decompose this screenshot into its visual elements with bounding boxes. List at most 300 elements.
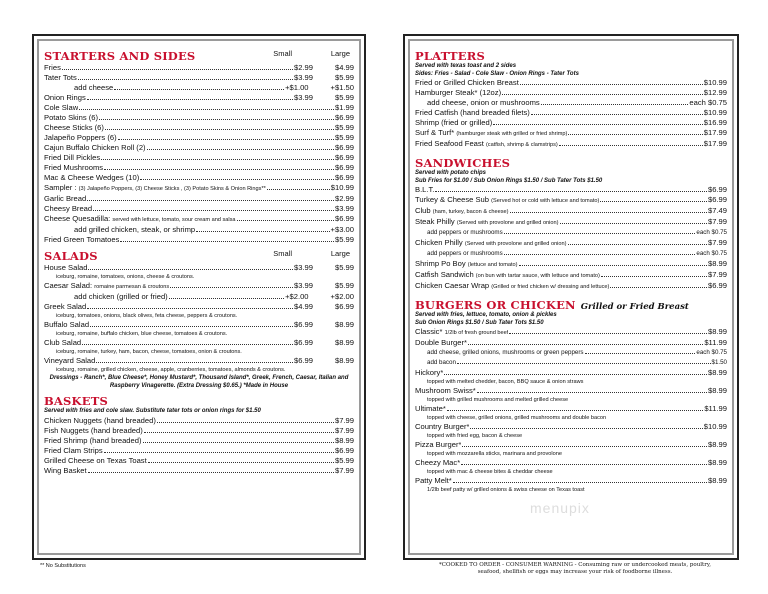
item-name-text: Fried Shrimp (hand breaded) <box>44 435 142 445</box>
price: $7.99 <box>707 270 727 279</box>
left-menu-panel <box>32 34 366 560</box>
item-name <box>415 458 460 468</box>
item-detail: (on bun with tartar sauce, with lettuce and tomato) <box>475 273 600 279</box>
item-name <box>44 163 103 173</box>
price: $11.99 <box>704 404 727 413</box>
item-name <box>44 113 98 123</box>
leader-dots <box>457 363 711 364</box>
leader-dots <box>560 223 707 224</box>
sandwiches-list <box>415 185 727 292</box>
leader-dots <box>78 79 293 80</box>
price: +$2.00 <box>330 292 354 301</box>
item-name-text: Catfish Sandwich <box>415 270 474 279</box>
item-detail: served with lettuce, tomato, sour cream and salsa <box>112 217 236 223</box>
burgers-note-2: Sub Onion Rings $1.50 / Sub Tater Tots $1.50 <box>415 319 544 326</box>
leader-dots <box>114 89 284 90</box>
item-detail: romaine parmesan & croutons <box>94 284 170 290</box>
item-name <box>415 185 434 195</box>
menu-item <box>415 139 727 150</box>
price: $6.99 <box>334 302 354 311</box>
price: $5.99 <box>334 455 354 465</box>
leader-dots <box>600 201 707 202</box>
menu-item <box>44 436 354 446</box>
price: $6.99 <box>334 214 354 223</box>
item-name <box>415 238 567 249</box>
item-name-text: Patty Melt* <box>415 476 452 485</box>
item-name <box>44 356 95 366</box>
salads-col-large: Large <box>330 249 350 258</box>
item-name-text: Fried or Grilled Chicken Breast <box>415 78 519 87</box>
menu-item <box>415 327 727 338</box>
leader-dots <box>453 482 707 483</box>
item-name <box>44 466 87 476</box>
price: +$3.00 <box>330 225 354 234</box>
item-detail: (Served with provolone and grilled onion) <box>456 220 559 226</box>
platters-note-1: Served with texas toast and 2 sides <box>415 63 517 69</box>
item-name-text: add chicken (grilled or fried) <box>74 292 168 301</box>
item-description: iceburg, romaine, buffalo chicken, blue cheese, tomatoes & croutons. <box>56 331 228 337</box>
menu-item <box>44 281 354 292</box>
item-detail: (Served hot or cold with lettuce and tomato) <box>491 198 600 204</box>
leader-dots <box>143 442 334 443</box>
item-name-text: Sampler : <box>44 183 77 192</box>
item-name-text: add cheese, grilled onions, mushrooms or green peppers <box>427 349 584 356</box>
item-name <box>415 108 530 118</box>
leader-dots <box>493 124 703 125</box>
leader-dots <box>504 233 696 234</box>
item-name-text: Buffalo Salad <box>44 320 90 329</box>
item-name <box>74 225 195 235</box>
menu-item <box>415 476 727 486</box>
leader-dots <box>510 212 707 213</box>
price: $6.99 <box>334 153 354 162</box>
leader-dots <box>509 333 707 334</box>
item-name-text: Hickory* <box>415 368 444 377</box>
item-name-text: Fish Nuggets (hand breaded) <box>44 425 143 435</box>
item-name <box>415 78 519 88</box>
price: $17.99 <box>703 139 727 148</box>
dressings-note: Dressings - Ranch*, Blue Cheese*, Honey Mustard*, Thousand Island*, Greek, French, Caesar, Italian and Raspberry Vinagerette. (Extra Dressing $0.65.) *Made in House <box>49 375 349 389</box>
price: $16.99 <box>703 118 727 127</box>
item-description: topped with cheese, grilled onions, grilled mushrooms and double bacon <box>427 415 607 421</box>
menu-item <box>44 214 354 225</box>
menu-item <box>415 386 727 396</box>
item-name-text: Shrimp Po Boy <box>415 259 466 268</box>
price: $7.99 <box>707 217 727 226</box>
price: each $0.75 <box>689 98 727 107</box>
menu-item <box>44 153 354 163</box>
item-name-text: Fried Dill Pickles <box>44 153 101 162</box>
item-name-text: Fried Seafood Feast <box>415 139 484 148</box>
item-name-text: Club Salad <box>44 338 82 347</box>
leader-dots <box>90 326 293 327</box>
item-name <box>427 348 584 358</box>
menu-item <box>44 163 354 173</box>
item-name-text: Cheese Quesadilla: <box>44 214 111 223</box>
menu-item <box>415 404 727 414</box>
item-name-text: Fried Clam Strips <box>44 445 103 455</box>
menu-item <box>44 113 354 123</box>
price: $2.99 <box>334 194 354 203</box>
item-name-text: Fries <box>44 63 61 72</box>
item-name-text: Club <box>415 206 431 215</box>
leader-dots <box>502 94 703 95</box>
menu-item <box>44 133 354 143</box>
item-detail: 1/2lb of fresh ground beef <box>444 330 509 336</box>
price: $5.99 <box>334 123 354 132</box>
item-name <box>44 446 103 456</box>
salads-list <box>44 263 354 374</box>
item-name-text: Cajun Buffalo Chicken Roll (2) <box>44 143 146 152</box>
item-description: topped with fried egg, bacon & cheese <box>427 433 523 439</box>
leader-dots <box>568 244 707 245</box>
menu-item <box>44 416 354 426</box>
small-price: $3.99 <box>293 93 313 102</box>
burgers-list <box>415 327 727 494</box>
item-name <box>415 128 567 139</box>
menu-item <box>415 185 727 195</box>
price: $12.99 <box>703 88 727 97</box>
sandwiches-title: SANDWICHES <box>415 156 511 170</box>
leader-dots <box>87 200 334 201</box>
item-name <box>415 404 446 414</box>
item-name-text: House Salad <box>44 263 88 272</box>
price: $8.99 <box>707 386 727 395</box>
menu-item <box>44 225 354 235</box>
price: $6.99 <box>334 113 354 122</box>
item-description: iceburg, romaine, turkey, ham, bacon, cheese, tomatoes, onion & croutons. <box>56 349 242 355</box>
platters-list <box>415 78 727 150</box>
leader-dots <box>88 269 292 270</box>
price: $8.99 <box>707 440 727 449</box>
menu-item <box>44 446 354 456</box>
price: $8.99 <box>334 435 354 445</box>
leader-dots <box>79 109 334 110</box>
item-name <box>44 320 89 330</box>
consumer-warning: *COOKED TO ORDER - CONSUMER WARNING - Consuming raw or undercooked meats, poultry, seafood, shellfish or eggs may increase your risk of foodborne illness. <box>439 562 711 575</box>
price: +$1.50 <box>330 83 354 92</box>
leader-dots <box>541 104 689 105</box>
leader-dots <box>104 169 334 170</box>
price: $5.99 <box>334 133 354 142</box>
price: $11.99 <box>704 338 727 347</box>
small-price: $3.99 <box>293 73 313 82</box>
item-name <box>44 153 100 163</box>
item-name <box>44 235 119 245</box>
small-price: $2.99 <box>293 63 313 72</box>
item-name-text: Onion Rings <box>44 93 86 102</box>
item-name <box>44 123 104 133</box>
price: $5.99 <box>334 73 354 82</box>
item-name <box>44 214 236 225</box>
item-name <box>44 281 169 292</box>
menu-item <box>415 228 727 238</box>
leader-dots <box>169 298 284 299</box>
item-name <box>427 98 540 108</box>
item-name-text: add peppers or mushrooms <box>427 250 503 257</box>
item-name-text: Surf & Turf* <box>415 128 455 137</box>
small-price: $6.99 <box>293 320 313 329</box>
small-price: $6.99 <box>293 356 313 365</box>
price: $10.99 <box>703 78 727 87</box>
menu-item <box>415 108 727 118</box>
leader-dots <box>88 472 334 473</box>
menu-item <box>44 123 354 133</box>
leader-dots <box>140 179 334 180</box>
salads-header <box>44 249 354 263</box>
item-name-text: Vineyard Salad <box>44 356 96 365</box>
item-description: topped with grilled mushrooms and melted grilled cheese <box>427 397 569 403</box>
menu-item <box>415 238 727 249</box>
starters-list <box>44 63 354 245</box>
price: $5.99 <box>334 281 354 290</box>
item-detail: (3) Jalapeño Poppers, (3) Cheese Sticks , (3) Potato Skins & Onion Rings** <box>78 186 266 192</box>
price: $6.99 <box>707 195 727 204</box>
menu-item <box>415 422 727 432</box>
menu-item <box>44 292 354 302</box>
sandwiches-header <box>415 156 727 170</box>
leader-dots <box>148 462 334 463</box>
leader-dots <box>504 254 696 255</box>
leader-dots <box>144 432 334 433</box>
menu-item <box>415 118 727 128</box>
item-name-text: Cheese Sticks (6) <box>44 123 104 132</box>
menu-item <box>415 249 727 259</box>
menu-item <box>44 263 354 273</box>
menu-item <box>44 338 354 348</box>
price: $8.99 <box>707 476 727 485</box>
item-name-text: Fried Mushrooms <box>44 163 104 172</box>
item-name-text: Classic* <box>415 327 443 336</box>
menu-item <box>415 358 727 368</box>
leader-dots <box>96 362 293 363</box>
burgers-title: BURGERS OR CHICKEN <box>415 298 576 312</box>
item-name-text: Wing Basket <box>44 465 87 475</box>
item-name-text: Fried Green Tomatoes <box>44 235 120 244</box>
menu-item <box>44 93 354 103</box>
item-description: iceburg, tomatoes, onions, black olives, feta cheese, peppers & croutons. <box>56 313 238 319</box>
baskets-note: Served with fries and cole slaw. Substitute tater tots or onion rings for $1.50 <box>44 408 261 414</box>
item-name <box>44 73 77 83</box>
leader-dots <box>101 159 334 160</box>
price: $8.99 <box>707 458 727 467</box>
item-description: iceburg, romaine, grilled chicken, cheese, apple, cranberries, tomatoes, almonds & croutons. <box>56 367 286 373</box>
leader-dots <box>99 119 334 120</box>
price: $8.99 <box>334 356 354 365</box>
leader-dots <box>610 287 707 288</box>
menu-item <box>415 259 727 270</box>
item-detail: (Served with provolone and grilled onion) <box>464 241 567 247</box>
item-name <box>415 88 501 98</box>
leader-dots <box>601 276 707 277</box>
small-price: $4.99 <box>293 302 313 311</box>
item-name <box>415 327 508 338</box>
item-description: topped with mozzarella sticks, marinara and provolone <box>427 451 562 457</box>
item-name <box>44 63 61 73</box>
item-name-text: Jalapeño Poppers (6) <box>44 133 117 142</box>
item-name <box>415 139 558 150</box>
price: $6.99 <box>707 185 727 194</box>
starters-col-small: Small <box>273 49 292 58</box>
item-name-text: Fried Catfish (hand breaded filets) <box>415 108 530 117</box>
price: $1.99 <box>334 103 354 112</box>
price: $10.99 <box>703 108 727 117</box>
item-name <box>44 173 139 183</box>
item-name-text: Steak Philly <box>415 217 455 226</box>
menu-item <box>44 194 354 204</box>
item-detail: (lettuce and tomato) <box>467 262 518 268</box>
price: $7.99 <box>334 425 354 435</box>
baskets-list <box>44 416 354 476</box>
item-name <box>44 263 87 273</box>
leader-dots <box>170 287 293 288</box>
menu-item <box>44 83 354 93</box>
item-name <box>415 281 609 292</box>
item-name <box>427 358 456 368</box>
menu-item <box>44 356 354 366</box>
menu-item <box>44 173 354 183</box>
item-name <box>415 270 600 281</box>
price: $7.99 <box>334 465 354 475</box>
item-name <box>44 338 81 348</box>
price: $5.99 <box>334 93 354 102</box>
item-name-text: Chicken Nuggets (hand breaded) <box>44 415 156 425</box>
menu-item <box>415 88 727 98</box>
leader-dots <box>82 344 293 345</box>
price: $7.49 <box>707 206 727 215</box>
leader-dots <box>237 220 334 221</box>
item-name-text: Country Burger* <box>415 422 470 431</box>
leader-dots <box>118 139 334 140</box>
baskets-header <box>44 394 354 408</box>
item-name <box>415 422 469 432</box>
platters-title: PLATTERS <box>415 49 485 63</box>
menu-item <box>44 204 354 214</box>
item-name-text: add cheese <box>74 83 114 92</box>
item-name-text: Turkey & Cheese Sub <box>415 195 490 204</box>
leader-dots <box>196 231 329 232</box>
price: $3.99 <box>334 204 354 213</box>
menu-item <box>415 338 727 348</box>
leader-dots <box>105 129 334 130</box>
item-name <box>415 440 461 450</box>
price: $7.99 <box>334 415 354 425</box>
item-description: iceburg, romaine, tomatoes, onions, cheese & croutons. <box>56 274 195 280</box>
price: $6.99 <box>334 163 354 172</box>
leader-dots <box>468 344 703 345</box>
leader-dots <box>104 452 334 453</box>
leader-dots <box>568 134 702 135</box>
item-name-text: Chicken Caesar Wrap <box>415 281 490 290</box>
small-price: +$2.00 <box>285 292 309 301</box>
leader-dots <box>477 392 707 393</box>
item-name-text: Greek Salad <box>44 302 87 311</box>
leader-dots <box>435 191 707 192</box>
menu-item <box>415 206 727 217</box>
item-name <box>415 195 599 206</box>
menu-item <box>44 73 354 83</box>
small-price: $3.99 <box>293 281 313 290</box>
menu-item <box>415 78 727 88</box>
menu-item <box>44 143 354 153</box>
item-name <box>44 416 156 426</box>
item-name-text: add cheese, onion or mushrooms <box>427 98 540 107</box>
price: $8.99 <box>334 320 354 329</box>
price: $4.99 <box>334 63 354 72</box>
leader-dots <box>461 464 707 465</box>
menu-item <box>44 456 354 466</box>
leader-dots <box>585 353 696 354</box>
item-name <box>44 183 266 194</box>
item-name <box>415 368 443 378</box>
item-name <box>74 83 113 93</box>
item-description: topped with mac & cheese bites & cheddar cheese <box>427 469 553 475</box>
item-name-text: Chicken Philly <box>415 238 463 247</box>
leader-dots <box>531 114 703 115</box>
leader-dots <box>519 265 707 266</box>
starters-col-large: Large <box>330 49 350 58</box>
item-name <box>427 228 503 238</box>
salads-col-small: Small <box>273 249 292 258</box>
item-detail: (hamburger steak with grilled or fried shrimp) <box>456 131 568 137</box>
item-name <box>44 93 86 103</box>
item-detail: (ham, turkey, bacon & cheese) <box>432 209 509 215</box>
item-name <box>415 217 559 228</box>
item-name-text: Mac & Cheese Wedges (10) <box>44 173 140 182</box>
burgers-note-1: Served with fries, lettuce, tomato, onion & pickles <box>415 312 557 318</box>
item-name <box>415 386 476 396</box>
leader-dots <box>62 69 293 70</box>
price: $6.99 <box>707 281 727 290</box>
menu-item <box>44 183 354 194</box>
burgers-suffix: Grilled or Fried Breast <box>580 302 689 312</box>
leader-dots <box>267 189 330 190</box>
price: $5.99 <box>334 263 354 272</box>
item-name-text: Cheesy Bread <box>44 204 93 213</box>
item-description: topped with melted chedder, bacon, BBQ sauce & onion straws <box>427 379 584 385</box>
menu-item <box>415 98 727 108</box>
item-name-text: B.L.T. <box>415 185 435 194</box>
burgers-header <box>415 298 727 312</box>
price: $6.99 <box>334 143 354 152</box>
menu-item <box>44 63 354 73</box>
item-name <box>44 194 86 204</box>
item-name <box>415 206 509 217</box>
item-name <box>44 204 92 214</box>
item-detail: (Grilled or fried chicken w/ dressing and lettuce) <box>491 284 610 290</box>
menu-item <box>415 368 727 378</box>
item-name <box>44 426 143 436</box>
leader-dots <box>470 428 702 429</box>
price: $8.99 <box>707 368 727 377</box>
small-price: +$1.00 <box>285 83 309 92</box>
menu-item <box>415 440 727 450</box>
item-name <box>427 249 503 259</box>
menu-item <box>415 348 727 358</box>
item-name-text: Pizza Burger* <box>415 440 462 449</box>
menu-item <box>44 103 354 113</box>
item-name <box>44 133 117 143</box>
menu-item <box>415 281 727 292</box>
item-name-text: Mushroom Swiss* <box>415 386 476 395</box>
price: $10.99 <box>330 183 354 192</box>
item-name <box>44 436 142 446</box>
leader-dots <box>559 145 703 146</box>
menu-item <box>44 320 354 330</box>
right-menu-panel <box>403 34 739 560</box>
price: $6.99 <box>334 445 354 455</box>
small-price: $3.99 <box>293 263 313 272</box>
